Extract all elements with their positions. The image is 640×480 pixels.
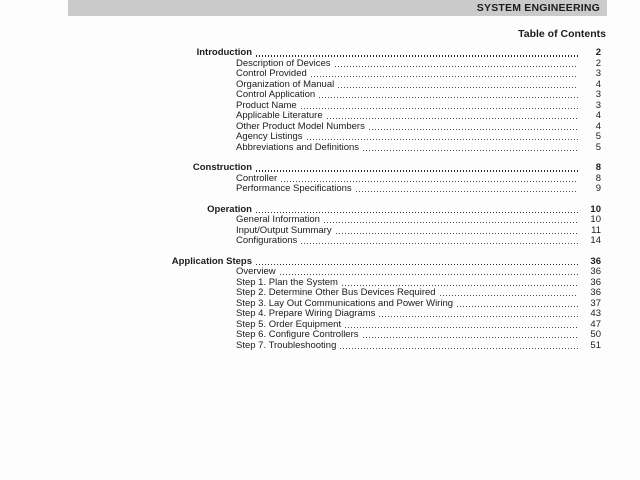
toc-item-row xyxy=(150,330,601,341)
toc-section-row xyxy=(150,257,601,268)
toc-item-label: Organization of Manual xyxy=(236,78,335,90)
toc-section-title: Operation xyxy=(207,203,252,215)
dot-leader xyxy=(363,149,578,151)
banner-title: SYSTEM ENGINEERING xyxy=(476,2,600,14)
toc-item-label: Step 4. Prepare Wiring Diagrams xyxy=(236,308,376,319)
toc-section xyxy=(150,257,601,352)
toc-item-row xyxy=(150,101,601,112)
toc-page-number: 5 xyxy=(595,141,601,153)
dot-leader xyxy=(301,107,578,109)
toc-item-row xyxy=(150,90,601,101)
toc-item-row xyxy=(150,143,601,154)
toc-page-number: 36 xyxy=(590,276,601,288)
toc-item-label: Control Provided xyxy=(236,68,307,79)
toc-section xyxy=(150,163,601,195)
toc-item-row xyxy=(150,111,601,122)
toc-page-number: 4 xyxy=(595,110,601,121)
toc-page-number: 36 xyxy=(590,255,601,267)
toc-item-row xyxy=(150,320,601,331)
toc-item-label: Agency Listings xyxy=(236,131,303,142)
toc-item-row xyxy=(150,309,601,320)
toc-item-label: Applicable Literature xyxy=(236,110,323,121)
toc-page-number: 37 xyxy=(590,297,601,309)
dot-leader xyxy=(324,222,578,224)
toc-section-row xyxy=(150,48,601,59)
toc-page-number: 50 xyxy=(590,329,601,340)
toc-page-number: 3 xyxy=(595,99,601,111)
toc-item-label: Configurations xyxy=(236,235,298,246)
dot-leader xyxy=(340,347,578,349)
dot-leader xyxy=(256,170,578,172)
toc-item-label: Step 6. Configure Controllers xyxy=(236,329,359,340)
toc-item-label: Input/Output Summary xyxy=(236,224,332,236)
dot-leader xyxy=(311,76,578,78)
toc-section-row xyxy=(150,163,601,174)
toc-page-number: 2 xyxy=(595,57,601,69)
dot-leader xyxy=(356,191,578,193)
dot-leader xyxy=(301,243,578,245)
page-title: Table of Contents xyxy=(518,28,606,40)
toc-page-number: 4 xyxy=(595,78,601,90)
toc-item-row xyxy=(150,267,601,278)
toc-list xyxy=(150,48,601,351)
toc-item-row xyxy=(150,69,601,80)
dot-leader xyxy=(345,326,578,328)
toc-item-row xyxy=(150,132,601,143)
toc-page-number: 36 xyxy=(590,287,601,298)
toc-page-number: 36 xyxy=(590,266,601,277)
toc-item-label: Product Name xyxy=(236,99,297,111)
dot-leader xyxy=(379,316,578,318)
toc-page-number: 8 xyxy=(595,172,601,184)
toc-page-number: 4 xyxy=(595,120,601,132)
dot-leader xyxy=(256,211,578,213)
toc-section-row xyxy=(150,205,601,216)
toc-item-row xyxy=(150,174,601,185)
toc-page-number: 3 xyxy=(595,89,601,100)
dot-leader xyxy=(369,128,578,130)
toc-item-row xyxy=(150,184,601,195)
dot-leader xyxy=(281,180,578,182)
dot-leader xyxy=(327,118,578,120)
toc-item-label: Abbreviations and Definitions xyxy=(236,141,360,153)
toc-item-row xyxy=(150,236,601,247)
toc-section-title: Introduction xyxy=(196,47,252,58)
toc-item-label: Controller xyxy=(236,172,278,184)
toc-section xyxy=(150,205,601,247)
section-banner xyxy=(68,0,607,16)
dot-leader xyxy=(319,97,578,99)
toc-item-row xyxy=(150,299,601,310)
toc-item-row xyxy=(150,215,601,226)
toc-section xyxy=(150,48,601,153)
toc-page-number: 9 xyxy=(595,183,601,194)
toc-item-label: Other Product Model Numbers xyxy=(236,120,365,132)
dot-leader xyxy=(440,295,578,297)
toc-section-title: Application Steps xyxy=(171,255,252,267)
toc-item-label: Step 7. Troubleshooting xyxy=(236,339,337,351)
toc-item-label: Control Application xyxy=(236,89,316,100)
dot-leader xyxy=(363,337,578,339)
toc-item-row xyxy=(150,341,601,352)
dot-leader xyxy=(256,263,578,265)
toc-page-number: 5 xyxy=(595,131,601,142)
dot-leader xyxy=(336,232,578,234)
toc-section-title: Construction xyxy=(192,162,252,173)
toc-item-row xyxy=(150,59,601,70)
dot-leader xyxy=(457,305,578,307)
dot-leader xyxy=(335,65,578,67)
toc-item-label: Step 3. Lay Out Communications and Power Wiring xyxy=(236,297,454,309)
toc-page-number: 11 xyxy=(591,224,601,236)
toc-item-row xyxy=(150,122,601,133)
dot-leader xyxy=(256,55,578,57)
toc-page-number: 10 xyxy=(590,214,601,225)
dot-leader xyxy=(338,86,578,88)
toc-item-label: Overview xyxy=(236,266,276,277)
toc-page-number: 10 xyxy=(590,203,601,215)
toc-page-number: 47 xyxy=(590,318,601,330)
toc-page-number: 51 xyxy=(590,339,601,351)
toc-page-number: 2 xyxy=(595,47,601,58)
toc-page-number: 43 xyxy=(590,308,601,319)
dot-leader xyxy=(307,139,578,141)
toc-item-label: Step 2. Determine Other Bus Devices Required xyxy=(236,287,436,298)
dot-leader xyxy=(342,284,578,286)
toc-page-number: 3 xyxy=(595,68,601,79)
dot-leader xyxy=(280,274,578,276)
toc-item-label: Performance Specifications xyxy=(236,183,352,194)
toc-item-row xyxy=(150,226,601,237)
toc-item-label: Step 1. Plan the System xyxy=(236,276,338,288)
toc-page-number: 8 xyxy=(595,162,601,173)
toc-item-label: General Information xyxy=(236,214,320,225)
toc-page-number: 14 xyxy=(590,235,601,246)
toc-item-label: Step 5. Order Equipment xyxy=(236,318,342,330)
toc-item-row xyxy=(150,288,601,299)
toc-item-row xyxy=(150,80,601,91)
toc-item-label: Description of Devices xyxy=(236,57,331,69)
